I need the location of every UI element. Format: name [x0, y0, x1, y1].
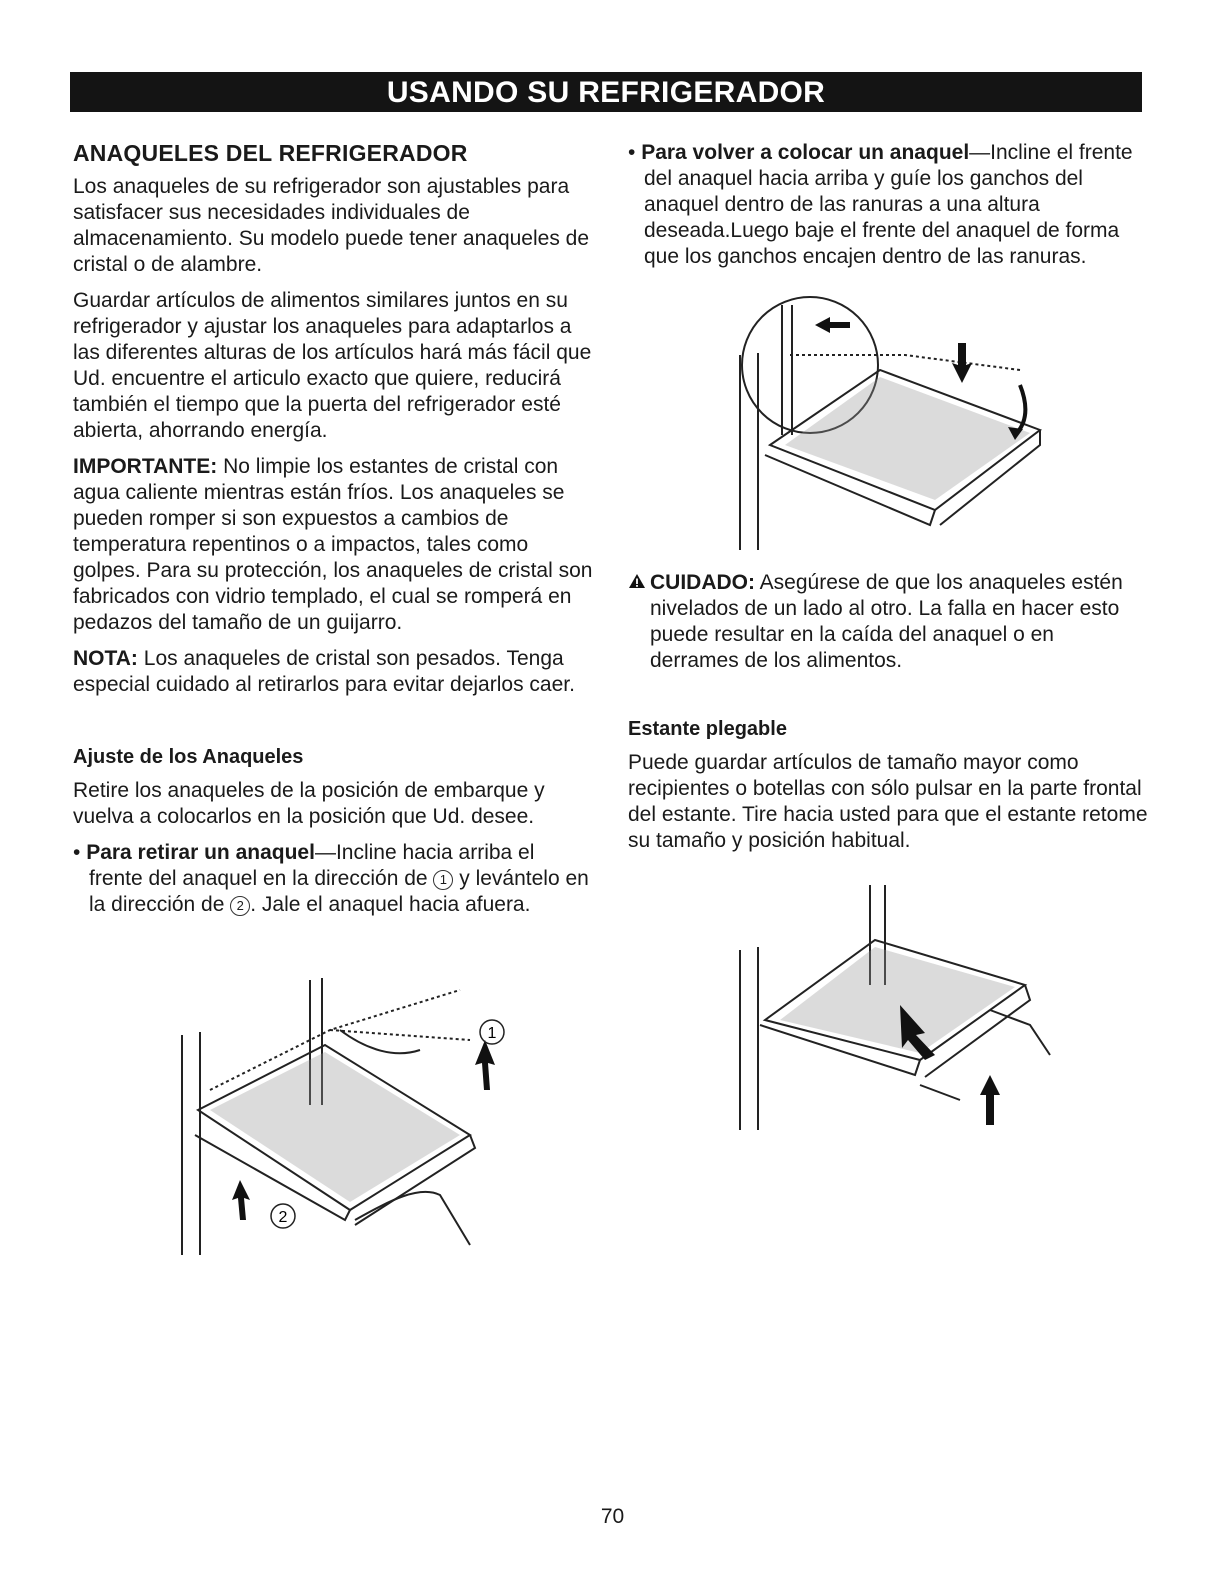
remove-label: Para retirar un anaquel [86, 841, 315, 864]
intro-paragraph: Los anaqueles de su refrigerador son ajustables para satisfacer sus necesidades individuales de almacenamiento. Su modelo puede tener anaqueles de cristal o de alambre. [73, 175, 590, 276]
storage-paragraph: Guardar artículos de alimentos similares juntos en su refrigerador y ajustar los anaqueles para adaptarlos a las diferentes alturas de los artículos hará más fácil que Ud. encuentre el articulo exacto que quiere, reducirá también el tiempo que la puerta del refrigerador esté abierta, ahorrando energía. [73, 289, 592, 442]
left-column [73, 140, 593, 928]
step-2-callout [271, 1204, 295, 1228]
note-label: NOTA: [73, 647, 138, 670]
important-text: No limpie los estantes de cristal con agua caliente mientras están fríos. Los anaqueles se pueden romper si son expuestos a cambios de temperatura repentinos o a impactos, tales como golpes. Para su protección, los anaqueles de cristal son fabricados con vidrio templado, el cual se romperá en pedazos del tamaño de un guijarro. [73, 455, 593, 634]
replace-text: —Incline el frente del anaquel hacia arriba y guíe los ganchos del anaquel dentro de las ranuras a una altura deseada.Luego baje el frente del anaquel de forma que los ganchos encajen dentro de las ranuras. [644, 141, 1133, 268]
note-text: Los anaqueles de cristal son pesados. Tenga especial cuidado al retirarlos para evitar dejarlos caer. [73, 647, 575, 696]
important-paragraph [73, 454, 593, 636]
replace-label: Para volver a colocar un anaquel [641, 141, 970, 164]
section-heading: ANAQUELES DEL REFRIGERADOR [73, 140, 468, 166]
folding-shelf-subheading: Estante plegable [628, 718, 787, 740]
remove-text-a: —Incline hacia arriba el frente del anaquel en la dirección de [89, 841, 535, 890]
svg-text:2: 2 [278, 1209, 288, 1226]
step-1-callout [480, 1020, 504, 1044]
remove-text-c: . Jale el anaquel hacia afuera. [250, 893, 531, 916]
caution-label: CUIDADO: [650, 571, 755, 594]
remove-shelf-instruction: • Para retirar un anaquel—Incline hacia arriba el frente del anaquel en la dirección de 1 y levántelo en la dirección de 2 . Jale el anaquel hacia afuera. [73, 841, 589, 916]
remove-text-b: y levántelo en la dirección de [89, 867, 589, 916]
caution-paragraph [628, 570, 1148, 674]
arrow-up-icon [475, 1040, 495, 1090]
arrow-up-icon-3 [980, 1075, 1000, 1125]
note-paragraph [73, 646, 593, 698]
page-header-banner [70, 72, 1142, 112]
step-1-marker: 1 [433, 870, 453, 890]
shelf-replacement-illustration [730, 285, 1060, 555]
section-title: USANDO SU REFRIGERADOR [386, 76, 826, 109]
caution-text: Asegúrese de que los anaqueles estén nivelados de un lado al otro. La falla en hacer esto puede resultar en la caída del anaquel o en derrames de los alimentos. [650, 571, 1123, 672]
replace-shelf-instruction: • Para volver a colocar un anaquel—Incline el frente del anaquel hacia arriba y guíe los ganchos del anaquel dentro de las ranuras a una altura deseada.Luego baje el frente del anaquel de forma que los ganchos encajen dentro de las ranuras. [628, 141, 1133, 268]
svg-text:1: 1 [487, 1025, 497, 1042]
adjust-paragraph: Retire los anaqueles de la posición de embarque y vuelva a colocarlos en la posición que Ud. desee. [73, 779, 545, 828]
adjust-subheading: Ajuste de los Anaqueles [73, 746, 304, 768]
page-number: 70 [600, 1505, 625, 1528]
folding-shelf-illustration [730, 885, 1060, 1135]
step-2-marker: 2 [230, 896, 250, 916]
arrow-left-icon [815, 317, 850, 333]
folding-shelf-paragraph: Puede guardar artículos de tamaño mayor como recipientes o botellas con sólo pulsar en la parte frontal del estante. Tire hacia usted para que el estante retome su tamaño y posición habitual. [628, 751, 1148, 852]
shelf-removal-illustration [170, 970, 530, 1260]
important-label: IMPORTANTE: [73, 455, 218, 478]
arrow-up-icon-2 [232, 1180, 250, 1220]
warning-icon [628, 570, 650, 596]
arrow-down-icon [952, 343, 972, 383]
